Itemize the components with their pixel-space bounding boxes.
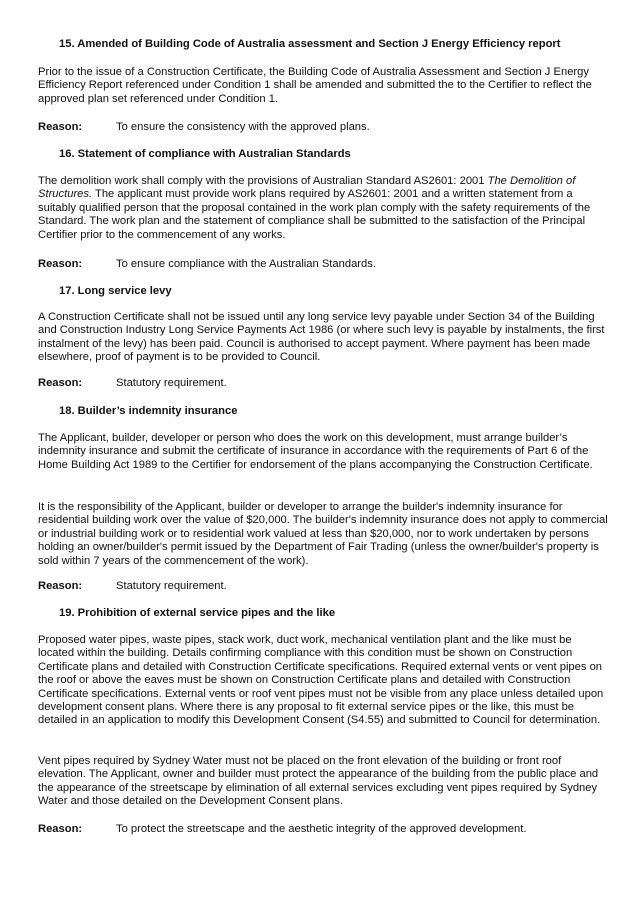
section-15-paragraph: Prior to the issue of a Construction Certificate, the Building Code of Australia Assessment and Section J Energy Efficiency Report referenced under Condition 1 shall be amended and submitted the to the Certifier to reflect the approved plan set referenced under Condition 1. [38, 66, 592, 105]
reason-label: Reason: [38, 823, 83, 835]
section-17-reason [38, 377, 608, 390]
section-18-paragraph-2: It is the responsibility of the Applicant, builder or developer to arrange the builder's indemnity insurance for residential building work over the value of $20,000. The builder's indemnity insurance does not apply to commercial or industrial building work or to residential work valued at less than $20,000, nor to work undertaken by persons holding an owner/builder's permit issued by the Department of Fair Trading (unless the owner/builder's property is sold within 7 years of the commencement of the work). [38, 501, 608, 567]
reason-label: Reason: [38, 258, 83, 270]
reason-text: Statutory requirement. [116, 377, 227, 389]
section-19-heading: 19. Prohibition of external service pipes and the like [59, 607, 336, 619]
section-16-paragraph [38, 175, 608, 242]
section-18-heading: 18. Builder’s indemnity insurance [59, 405, 238, 417]
section-19-paragraph-1: Proposed water pipes, waste pipes, stack work, duct work, mechanical ventilation plant and the like must be located within the building. Details confirming compliance with this condition must be shown on Construction Certificate plans and detailed with Construction Certificate specifications. Required external vents or vent pipes on the roof or above the eaves must be shown on Construction Certificate plans and detailed with Construction Certificate specifications. External vents or roof vent pipes must not be visible from any place unless detailed upon development consent plans. Where there is any proposal to fit external service pipes or the like, this must be detailed in an application to modify this Development Consent (S4.55) and submitted to Council for determination. [38, 634, 604, 727]
reason-text: To protect the streetscape and the aesthetic integrity of the approved development. [116, 823, 527, 835]
reason-label: Reason: [38, 121, 83, 133]
section-18-reason [38, 580, 608, 593]
section-16-heading: 16. Statement of compliance with Australian Standards [59, 148, 351, 160]
section-17-heading: 17. Long service levy [59, 285, 172, 297]
section-15-reason [38, 121, 608, 134]
section-17-paragraph: A Construction Certificate shall not be issued until any long service levy payable under Section 34 of the Building and Construction Industry Long Service Payments Act 1986 (or where such levy is payable by instalments, the first instalment of the levy) has been paid. Council is authorised to accept payment. Where payment has been made elsewhere, proof of payment is to be provided to Council. [38, 311, 605, 364]
reason-text: Statutory requirement. [116, 580, 227, 592]
section-16-standard-title: The Demolition of Structures. [38, 175, 576, 201]
section-15-heading: 15. Amended of Building Code of Australia assessment and Section J Energy Efficiency report [59, 38, 561, 50]
section-16-text-start: The demolition work shall comply with the provisions of Australian Standard AS2601: 2001 [38, 175, 488, 187]
section-19-paragraph-2: Vent pipes required by Sydney Water must not be placed on the front elevation of the building or front roof elevation. The Applicant, owner and builder must protect the appearance of the building from the public place and the appearance of the streetscape by elimination of all external services excluding vent pipes required by Sydney Water and those detailed on the Development Consent plans. [38, 755, 599, 808]
reason-text: To ensure the consistency with the approved plans. [116, 121, 370, 133]
section-16-text-end: The applicant must provide work plans required by AS2601: 2001 and a written statement from a suitably qualified person that the proposal contained in the work plan comply with the safety requirements of the Standard. The work plan and the statement of compliance shall be submitted to the satisfaction of the Principal Certifier prior to the commencement of any works. [38, 188, 591, 241]
reason-label: Reason: [38, 377, 83, 389]
reason-label: Reason: [38, 580, 83, 592]
reason-text: To ensure compliance with the Australian Standards. [116, 258, 376, 270]
section-16-reason [38, 258, 608, 271]
section-18-paragraph-1: The Applicant, builder, developer or person who does the work on this development, must arrange builder’s indemnity insurance and submit the certificate of insurance in accordance with the requirements of Part 6 of the Home Building Act 1989 to the Certifier for endorsement of the plans accompanying the Construction Certificate. [38, 432, 593, 471]
section-19-reason [38, 823, 608, 836]
